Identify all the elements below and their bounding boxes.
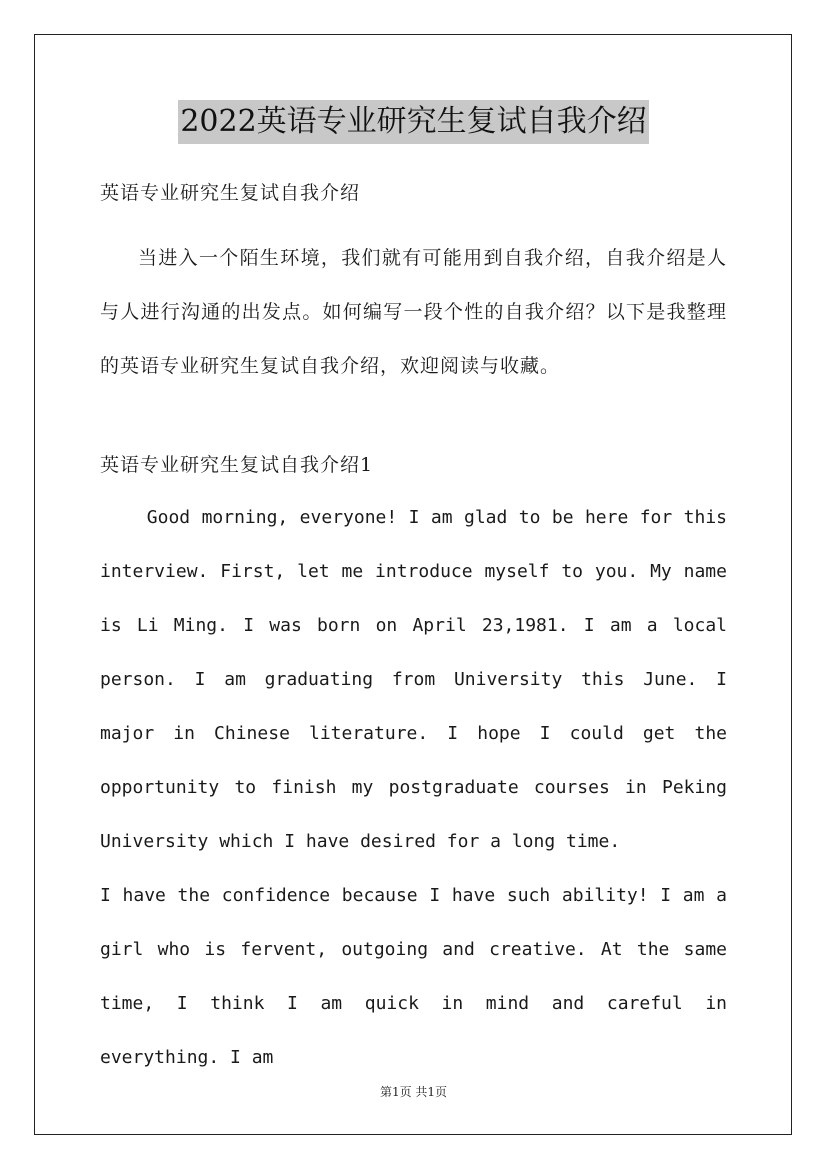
document-subtitle: 英语专业研究生复试自我介绍 — [100, 182, 361, 204]
english-paragraph-1: Good morning, everyone! I am glad to be here for this interview. First, let me introduce myself to you. My name is Li Ming. I was born on April 23,1981. I am a local person. I am graduating from University this June. I major in Chinese literature. I hope I could get the opportunity to finish my postgraduate courses in Peking University which I have desired for a long time. — [100, 507, 727, 852]
section-heading: 英语专业研究生复试自我介绍1 — [100, 454, 374, 476]
page-footer: 第1页 共1页 — [379, 1085, 448, 1099]
english-body — [100, 491, 727, 1085]
english-paragraph-2: I have the confidence because I have such ability! I am a girl who is fervent, outgoing and creative. At the same time, I think I am quick in mind and careful in everything. I am — [100, 885, 727, 1068]
title-container — [0, 100, 827, 144]
document-title: 2022英语专业研究生复试自我介绍 — [178, 100, 648, 144]
intro-paragraph: 当进入一个陌生环境，我们就有可能用到自我介绍，自我介绍是人与人进行沟通的出发点。如何编写一段个性的自我介绍？以下是我整理的英语专业研究生复试自我介绍，欢迎阅读与收藏。 — [100, 247, 727, 377]
